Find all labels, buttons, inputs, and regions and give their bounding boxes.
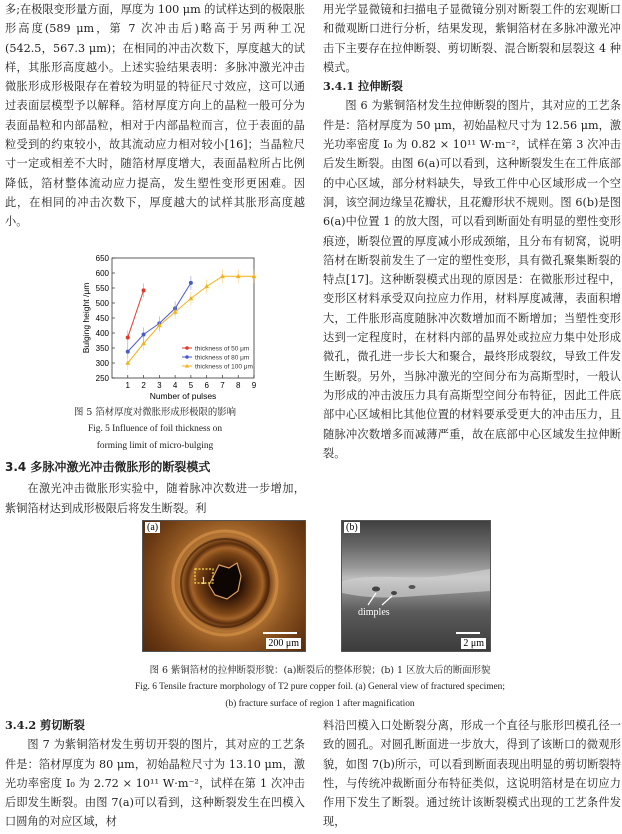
- x-tick-label: 7: [220, 381, 225, 390]
- y-tick-label: 350: [95, 344, 109, 353]
- data-point: [126, 350, 130, 354]
- figure-5-caption-en-2: forming limit of micro-bulging: [96, 441, 214, 451]
- right-column-text: [323, 0, 621, 463]
- legend-label: thickness of 50 μm: [195, 345, 250, 353]
- figure-5-chart: [82, 252, 260, 402]
- section-3-4: [5, 458, 305, 518]
- figure-6a-photo: [142, 520, 306, 652]
- y-tick-label: 250: [95, 374, 109, 383]
- legend-marker: [185, 355, 189, 359]
- x-tick-label: 3: [157, 381, 162, 390]
- data-point: [189, 281, 193, 285]
- y-tick-label: 650: [95, 254, 109, 263]
- y-axis-label: Bulging height /μm: [82, 282, 91, 354]
- y-tick-label: 500: [95, 299, 109, 308]
- x-tick-label: 6: [204, 381, 209, 390]
- figure-6-caption: [30, 662, 610, 713]
- x-tick-label: 2: [141, 381, 146, 390]
- legend-label: thickness of 100 μm: [195, 363, 253, 371]
- x-tick-label: 8: [235, 381, 241, 390]
- x-tick-label: 4: [172, 381, 178, 390]
- y-tick-label: 600: [95, 269, 109, 278]
- legend-marker: [185, 346, 189, 350]
- right-bottom-text: [323, 716, 621, 832]
- y-tick-label: 300: [95, 359, 109, 368]
- figure-5-caption: [5, 404, 305, 455]
- paragraph: 料沿凹模入口处断裂分离，形成一个直径与胀形凹模孔径一致的圆孔。对圆孔断面进一步放大，得到了该断口的微观形貌，如图 7(b)所示，可以看到断面表现出明显的剪切断裂特性，与传统冲裁断面分布特征类似，这说明箔材是在切应力作用下发生了断裂。通过统计该断裂模式出现的工艺条件发现，: [323, 719, 621, 829]
- figure-5-caption-cn: 图 5 箔材厚度对微胀形成形极限的影响: [74, 407, 236, 418]
- paragraph: 多;在极限变形量方面，厚度为 100 μm 的试样达到的极限胀形高度(589 μm，第 7 次冲击后)略高于另两种工况(542.5，567.3 μm)；在相同的冲击次数下，厚度越大的试样，其胀形高度越小。上述实验结果表明：多脉冲激光冲击微胀形成形极限存在着较为明显的特征尺寸效应，这可以通过表面层模型予以解释。箔材厚度方向上的晶粒一般可分为表面晶粒和内部晶粒，相对于内部晶粒而言，位于表面的晶粒受到的约束较小，故其流动应力相对较小[16]；当晶粒尺寸一定或相差不大时，随箔材厚度增大，表面晶粒所占比例降低，箔材整体流动应力提高，发生塑性变形更困难。因此，在相同的冲击次数下，厚度越大的试样其胀形高度越小。: [5, 3, 305, 229]
- data-point: [142, 288, 146, 292]
- y-tick-label: 400: [95, 329, 109, 338]
- figure-6a-label: (a): [147, 522, 159, 533]
- x-tick-label: 5: [188, 381, 194, 390]
- figure-5-caption-en-1: Fig. 5 Influence of foil thickness on: [87, 424, 223, 434]
- figure-6b-label: (b): [346, 522, 358, 533]
- section-3-4-2: [5, 716, 305, 832]
- section-title: 3.4 多脉冲激光冲击微胀形的断裂模式: [5, 460, 211, 474]
- x-tick-label: 9: [251, 381, 257, 390]
- figure-6-caption-en-1: Fig. 6 Tensile fracture morphology of T2 pure copper foil. (a) General view of fractured specimen;: [135, 682, 505, 692]
- paragraph: 用光学显微镜和扫描电子显微镜分别对断裂工件的宏观断口和微观断口进行分析，结果发现，紫铜箔材在多脉冲激光冲击下主要存在拉伸断裂、剪切断裂、混合断裂和层裂这 4 种模式。: [323, 3, 621, 74]
- legend-label: thickness of 80 μm: [195, 354, 250, 362]
- left-column-text: [5, 0, 305, 232]
- scale-bar: [263, 632, 297, 634]
- data-point: [126, 336, 130, 340]
- region-1-marker: 1: [201, 576, 206, 587]
- x-axis-label: Number of pulses: [149, 391, 217, 401]
- figure-6-caption-cn: 图 6 紫铜箔材的拉伸断裂形貌：(a)断裂后的整体形貌；(b) 1 区放大后的断面形貌: [149, 665, 491, 676]
- scale-bar: [456, 632, 480, 634]
- x-tick-label: 1: [125, 381, 131, 390]
- paragraph: 图 6 为紫铜箔材发生拉伸断裂的图片，其对应的工艺条件是：箔材厚度为 50 μm，初始晶粒尺寸为 12.56 μm，激光功率密度 I₀ 为 0.82 × 10¹¹ W·m⁻²，试样在第 3 次冲击后发生断裂。由图 6(a)可以看到，这种断裂发生在工件底部的中心区域，部分材料缺失，导致工件中心区域形成一个空洞，该空洞边缘呈花瓣状，且花瓣形状不规则。图 6(b)是图 6(a)中位置 1 的放大图，可以看到断面处有明显的塑性变形痕迹，断裂位置的厚度减小形成颈缩，且分布有韧窝，说明箔材在断裂前发生了一定的塑性变形，具有微孔聚集断裂的特点[17]。这种断裂模式出现的原因是：在微胀形过程中，变形区材料承受双向拉应力作用，材料厚度减薄，表面积增大，工件胀形高度随脉冲次数增加而不断增加；当塑性变形达到一定程度时，在材料内部的晶界处或拉应力集中处形成微孔，微孔进一步长大和聚合，最终形成裂纹，导致工件发生断裂。另外，当脉冲激光的空间分布为高斯型时，一般认为形成的冲击波压力具有高斯型空间分布特征，因此工件底部中心区域相比其他位置的材料要承受更大的冲击压力，且随脉冲次数增多而减薄严重，故在底部中心区域发生拉伸断裂。: [323, 99, 621, 460]
- subsection-title: 3.4.1 拉伸断裂: [323, 79, 403, 94]
- figure-6b-photo: [341, 520, 491, 652]
- dimples-annotation: dimples: [358, 607, 390, 618]
- figure-6-caption-en-2: (b) fracture surface of region 1 after magnification: [225, 699, 415, 709]
- paragraph: 在激光冲击微胀形实验中，随着脉冲次数进一步增加，紫铜箔材达到成形极限后将发生断裂。利: [5, 482, 305, 515]
- chart-svg: [82, 252, 260, 402]
- paragraph: 图 7 为紫铜箔材发生剪切开裂的图片，其对应的工艺条件是：箔材厚度为 80 μm，初始晶粒尺寸为 13.10 μm，激光功率密度 I₀ 为 2.72 × 10¹¹ W·m⁻²，试样在第 1 次冲击后即发生断裂。由图 7(a)可以看到，这种断裂发生在凹模入口圆角的对应区域，材: [5, 738, 305, 829]
- y-tick-label: 550: [95, 284, 109, 293]
- figure-6a-scale: 200 μm: [268, 638, 299, 649]
- figure-6b-scale: 2 μm: [463, 638, 484, 649]
- subsection-title: 3.4.2 剪切断裂: [5, 718, 85, 732]
- y-tick-label: 450: [95, 314, 109, 323]
- data-point: [142, 333, 146, 337]
